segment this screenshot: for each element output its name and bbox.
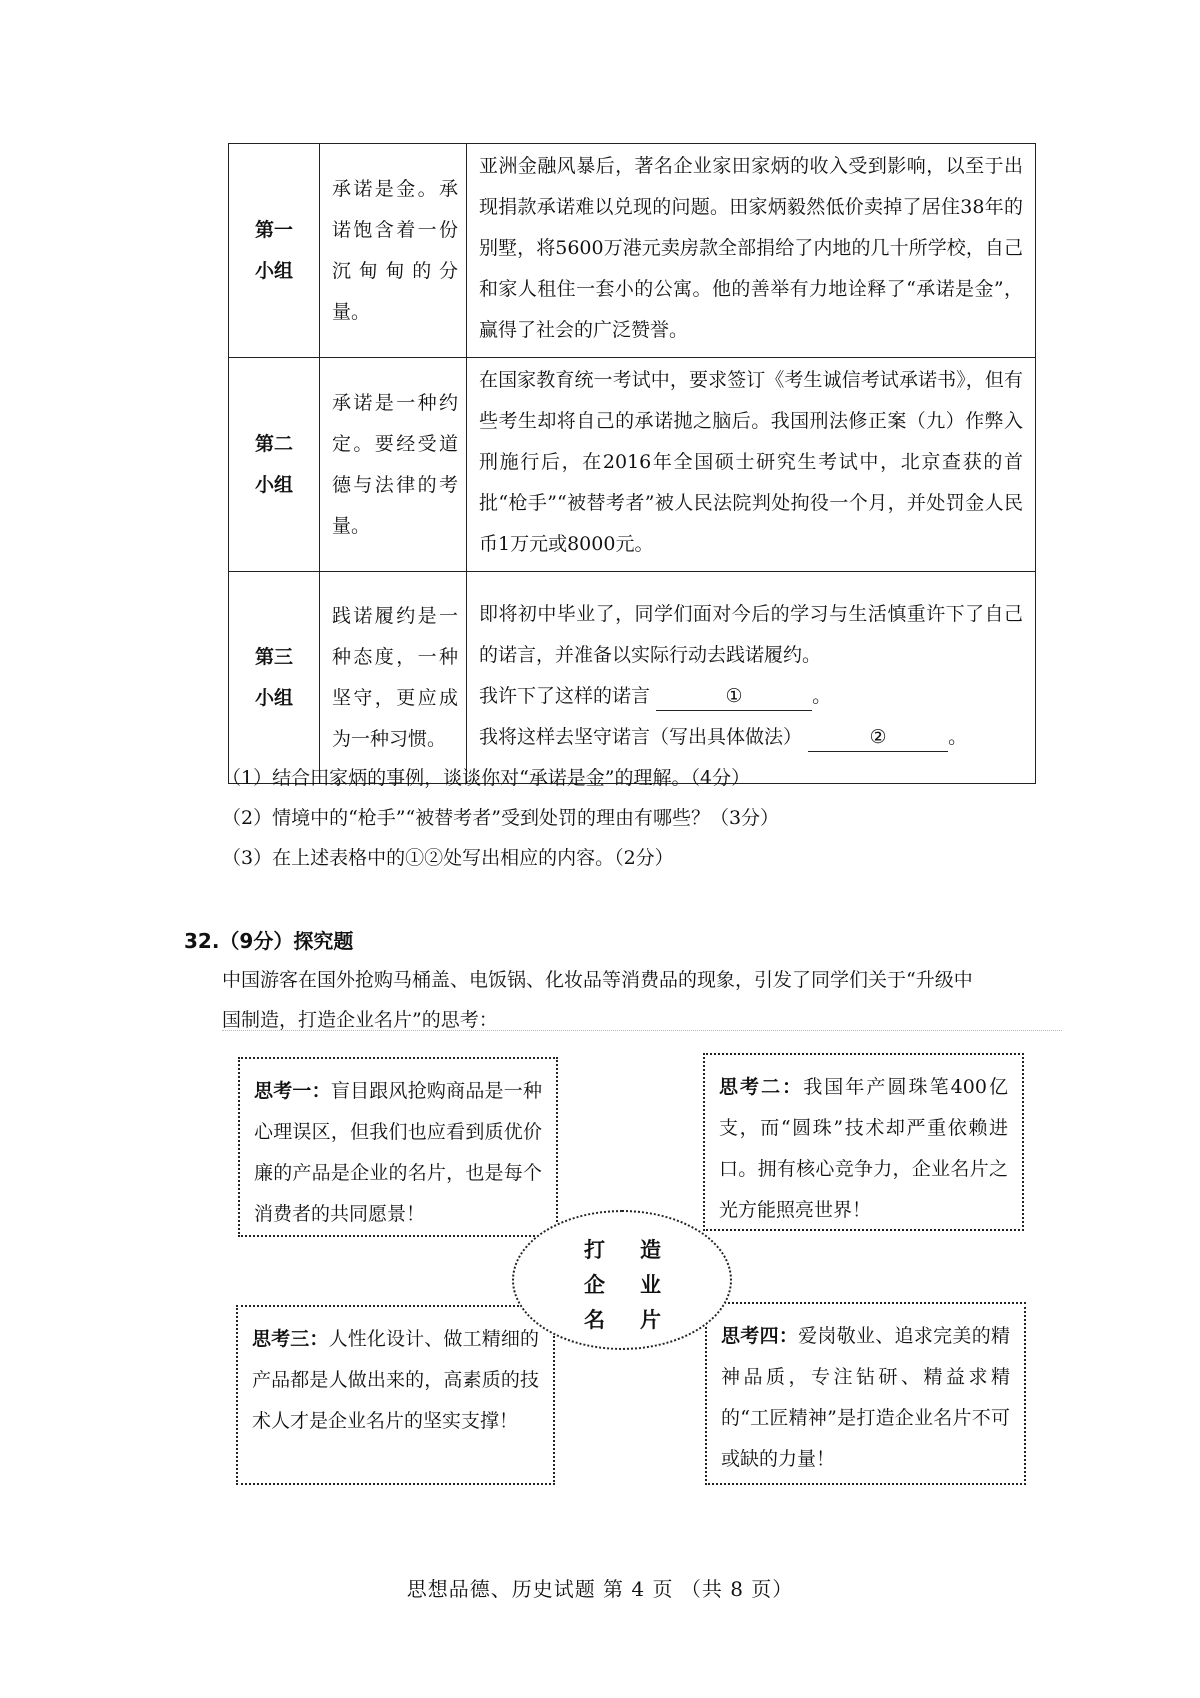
center-char: 造 (640, 1238, 661, 1262)
thought-label: 思考一： (254, 1080, 331, 1102)
group-name-cell (229, 358, 320, 572)
table-row (229, 144, 1036, 358)
answer-blank-2[interactable]: ② (808, 723, 948, 752)
group-name-line: 小组 (254, 473, 293, 496)
theme-cell: 承诺是一种约定。要经受道德与法律的考量。 (320, 358, 467, 572)
question-31-2: （2）情境中的“枪手”“被替考者”受到处罚的理由有哪些？（3分） (222, 807, 780, 829)
thought-box-1 (238, 1057, 558, 1237)
table-row (229, 358, 1036, 572)
theme-cell: 承诺是金。承诺饱含着一份沉甸甸的分量。 (320, 144, 467, 358)
thought-label: 思考四： (721, 1325, 799, 1347)
center-char: 企 (584, 1273, 605, 1297)
thought-label: 思考二： (719, 1076, 804, 1098)
question-32-heading: 32.（9分）探究题 (184, 929, 354, 953)
question-31-1: （1）结合田家炳的事例，谈谈你对“承诺是金”的理解。（4分） (222, 767, 751, 789)
group-name-line: 小组 (254, 686, 293, 709)
thought-text: 人性化设计、做工精细的产品都是人做出来的，高素质的技术人才是企业名片的坚实支撑！ (252, 1328, 539, 1432)
keep-prefix: 我将这样去坚守诺言（写出具体做法） (479, 725, 803, 748)
content-cell (467, 572, 1036, 784)
group-name-line: 小组 (254, 259, 293, 282)
dotted-divider (222, 1030, 1062, 1031)
thought-label: 思考三： (252, 1328, 329, 1350)
question-31-3: （3）在上述表格中的①②处写出相应的内容。（2分） (222, 847, 674, 869)
answer-blank-1[interactable]: ① (656, 682, 812, 711)
thought-box-2 (703, 1053, 1024, 1231)
thought-text: 我国年产圆珠笔400亿支，而“圆珠”技术却严重依赖进口。拥有核心竞争力，企业名片之光方能照亮世界！ (719, 1076, 1008, 1221)
promise-prefix: 我许下了这样的诺言 (479, 684, 651, 707)
group-name-cell (229, 144, 320, 358)
group-name-line: 第一 (254, 218, 293, 241)
content-cell: 在国家教育统一考试中，要求签订《考生诚信考试承诺书》，但有些考生却将自己的承诺抛之脑后。我国刑法修正案（九）作弊入刑施行后，在2016年全国硕士研究生考试中，北京查获的首批“枪手”“被替考者”被人民法院判处拘役一个月，并处罚金人民币1万元或8000元。 (467, 358, 1036, 572)
content-intro: 即将初中毕业了，同学们面对今后的学习与生活慎重许下了自己的诺言，并准备以实际行动去践诺履约。 (479, 602, 1023, 666)
table-row (229, 572, 1036, 784)
promise-suffix: 。 (812, 684, 832, 707)
thought-text: 爱岗敬业、追求完美的精神品质，专注钻研、精益求精的“工匠精神”是打造企业名片不可或缺的力量！ (721, 1325, 1010, 1470)
thought-box-4 (705, 1302, 1026, 1485)
group-name-cell (229, 572, 320, 784)
intro-line: 中国游客在国外抢购马桶盖、电饭锅、化妆品等消费品的现象，引发了同学们关于“升级中 (222, 969, 973, 991)
page-footer: 思想品德、历史试题 第 4 页 （共 8 页） (406, 1577, 794, 1601)
center-char: 打 (584, 1238, 605, 1262)
group-table (228, 143, 1036, 784)
thought-box-3 (236, 1305, 555, 1485)
center-char: 业 (640, 1273, 661, 1297)
center-char: 名 (584, 1308, 605, 1332)
content-cell: 亚洲金融风暴后，著名企业家田家炳的收入受到影响，以至于出现捐款承诺难以兑现的问题。田家炳毅然低价卖掉了居住38年的别墅，将5600万港元卖房款全部捐给了内地的几十所学校，自己和家人租住一套小的公寓。他的善举有力地诠释了“承诺是金”，赢得了社会的广泛赞誉。 (467, 144, 1036, 358)
keep-suffix: 。 (948, 725, 968, 748)
theme-cell: 践诺履约是一种态度，一种坚守，更应成为一种习惯。 (320, 572, 467, 784)
promise-line (479, 676, 1023, 717)
group-name-line: 第二 (254, 432, 293, 455)
keep-promise-line (479, 717, 1023, 758)
center-ellipse (512, 1210, 732, 1350)
intro-line: 国制造，打造企业名片”的思考： (222, 1009, 498, 1031)
question-32-intro (222, 960, 1062, 1040)
thought-text: 盲目跟风抢购商品是一种心理误区，但我们也应看到质优价廉的产品是企业的名片，也是每个消费者的共同愿景！ (254, 1080, 542, 1225)
group-name-line: 第三 (254, 645, 293, 668)
center-char: 片 (640, 1308, 661, 1332)
